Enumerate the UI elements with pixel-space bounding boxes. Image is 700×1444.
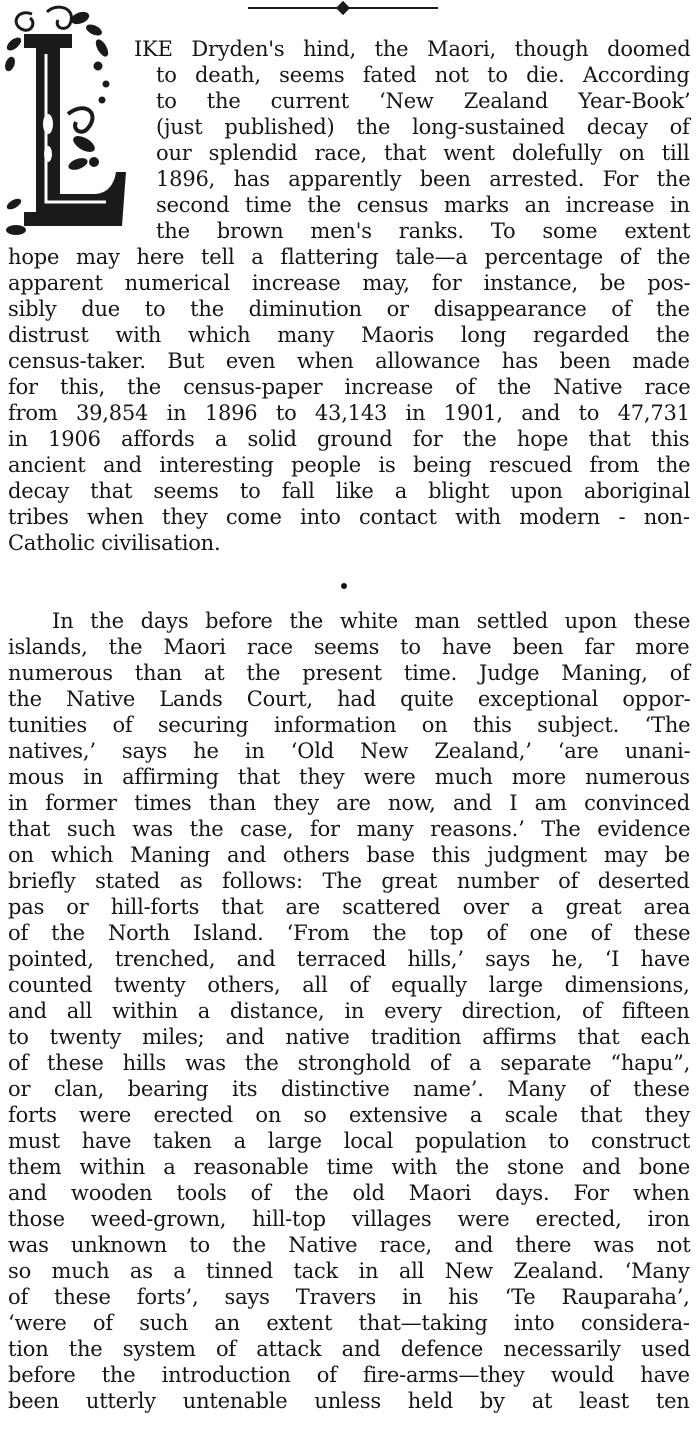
body-text-line: ‘were of such an extent that—taking into considera- [8, 1311, 690, 1335]
body-text-line: second time the census marks an increase in [156, 193, 690, 217]
body-text-line: tunities of securing information on this subject. ‘The [8, 713, 691, 737]
body-text-line: (just published) the long-sustained decay of [156, 115, 690, 139]
body-text-line: for this, the census-paper increase of the Native race [8, 375, 691, 399]
body-text-line: or clan, bearing its distinctive name’. Many of these [8, 1077, 690, 1101]
body-text-line: decay that seems to fall like a blight upon aboriginal [8, 479, 691, 503]
body-text-line: Catholic civilisation. [8, 531, 221, 555]
body-text-line: distrust with which many Maoris long regarded the [8, 323, 690, 347]
body-text-line: them within a reasonable time with the stone and bone [8, 1155, 691, 1179]
section-separator-dot [341, 583, 347, 589]
body-text-line: from 39,854 in 1896 to 43,143 in 1901, and to 47,731 [8, 401, 690, 425]
body-text-line: on which Maning and others base this judgment may be [8, 843, 690, 867]
body-text-line: pas or hill-forts that are scattered over a great area [8, 895, 691, 919]
ornamental-drop-cap-L [2, 4, 128, 240]
body-text-line: of these forts’, says Travers in his ‘Te Rauparaha’, [8, 1285, 690, 1309]
body-text-line: in former times than they are now, and I am convinced [8, 791, 690, 815]
body-text-line: that such was the case, for many reasons.’ The evidence [8, 817, 691, 841]
body-text-line: in 1906 affords a solid ground for the hope that this [8, 427, 690, 451]
body-text-line: sibly due to the diminution or disappearance of the [8, 297, 690, 321]
body-text-line: briefly stated as follows: The great number of deserted [8, 869, 690, 893]
body-text-line: forts were erected on so extensive a scale that they [8, 1103, 691, 1127]
body-text-line: islands, the Maori race seems to have been far more [8, 635, 690, 659]
body-text-line: apparent numerical increase may, for instance, be pos- [8, 271, 691, 295]
body-text-line: hope may here tell a flattering tale—a percentage of the [8, 245, 691, 269]
body-text-line: 1896, has apparently been arrested. For the [156, 167, 691, 191]
body-text-line: In the days before the white man settled upon these [52, 609, 691, 633]
body-text-line: to the current ‘New Zealand Year-Book’ [156, 89, 691, 113]
body-text-line: mous in affirming that they were much more numerous [8, 765, 690, 789]
body-text-line: IKE Dryden's hind, the Maori, though doomed [134, 37, 691, 61]
body-text-line: so much as a tinned tack in all New Zealand. ‘Many [8, 1259, 690, 1283]
top-ornament-diamond [336, 1, 350, 15]
body-text-line: ancient and interesting people is being rescued from the [8, 453, 691, 477]
body-text-line: pointed, trenched, and terraced hills,’ says he, ‘I have [8, 947, 691, 971]
body-text-line: to death, seems fated not to die. According [156, 63, 690, 87]
body-text-line: and wooden tools of the old Maori days. For when [8, 1181, 690, 1205]
body-text-line: before the introduction of fire-arms—they would have [8, 1363, 690, 1387]
body-text-line: tion the system of attack and defence necessarily used [8, 1337, 691, 1361]
body-text-line: those weed-grown, hill-top villages were erected, iron [8, 1207, 690, 1231]
body-text-line: our splendid race, that went dolefully on till [156, 141, 690, 165]
body-text-line: the brown men's ranks. To some extent [156, 219, 691, 243]
body-text-line: was unknown to the Native race, and there was not [8, 1233, 691, 1257]
body-text-line: must have taken a large local population to construct [8, 1129, 691, 1153]
body-text-line: counted twenty others, all of equally large dimensions, [8, 973, 690, 997]
body-text-line: been utterly untenable unless held by at least ten [8, 1389, 690, 1413]
body-text-line: tribes when they come into contact with modern - non- [8, 505, 690, 529]
body-text-line: to twenty miles; and native tradition affirms that each [8, 1025, 690, 1049]
body-text-line: natives,’ says he in ‘Old New Zealand,’ ‘are unani- [8, 739, 691, 763]
body-text-line: census-taker. But even when allowance has been made [8, 349, 690, 373]
body-text-line: and all within a distance, in every direction, of fifteen [8, 999, 690, 1023]
body-text-line: of the North Island. ‘From the top of one of these [8, 921, 691, 945]
body-text-line: the Native Lands Court, had quite exceptional oppor- [8, 687, 691, 711]
body-text-line: numerous than at the present time. Judge Maning, of [8, 661, 690, 685]
body-text-line: of these hills was the stronghold of a separate “hapu”, [8, 1051, 691, 1075]
